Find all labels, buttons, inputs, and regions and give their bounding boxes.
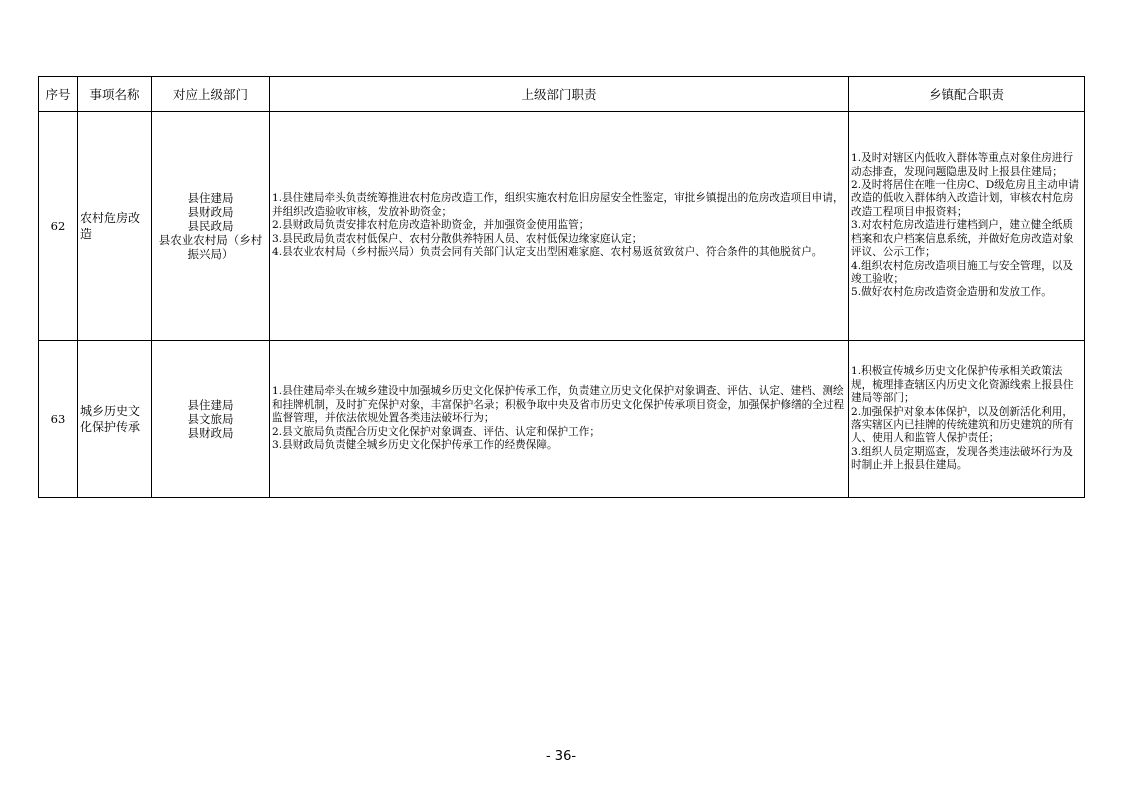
dept-line: 县住建局 [187, 398, 234, 412]
town-duty-line: 1.及时对辖区内低收入群体等重点对象住房进行动态排查，发现问题隐患及时上报县住建局； [851, 152, 1073, 178]
superior-dept-cell [152, 341, 270, 498]
town-duty-line: 4.组织农村危房改造项目施工与安全管理，以及竣工验收； [851, 259, 1073, 285]
dept-line: 县住建局 [187, 191, 234, 205]
header-row [39, 77, 1085, 112]
item-name: 城乡历史文化保护传承 [78, 341, 152, 498]
duty-line: 1.县住建局牵头在城乡建设中加强城乡历史文化保护传承工作，负责建立历史文化保护对象调查、评估、认定、建档、测绘和挂牌机制，及时扩充保护对象，丰富保护名录；积极争取中央及省市历史文化保护传承项目资金，加强保护修缮的全过程监督管理，并依法依规处置各类违法破坏行为； [272, 385, 845, 425]
superior-duties-cell [270, 341, 849, 498]
town-duty-line: 3.对农村危房改造进行建档到户，建立健全纸质档案和农户档案信息系统，并做好危房改造对象评议、公示工作； [851, 219, 1074, 259]
town-duty-line: 2.加强保护对象本体保护，以及创新活化利用，落实辖区内已挂牌的传统建筑和历史建筑的所有人、使用人和监管人保护责任； [851, 405, 1074, 445]
duty-line: 2.县财政局负责安排农村危房改造补助资金，并加强资金使用监管； [272, 219, 590, 232]
town-duty-line: 5.做好农村危房改造资金造册和发放工作。 [851, 286, 1052, 299]
duty-line: 2.县文旅局负责配合历史文化保护对象调查、评估、认定和保护工作； [272, 425, 600, 438]
row-number: 63 [39, 341, 78, 498]
superior-dept-cell [152, 112, 270, 341]
town-duties-cell [849, 112, 1085, 341]
header-item-name: 事项名称 [78, 77, 152, 112]
dept-line: 县文旅局 [187, 412, 234, 426]
dept-line: 县民政局 [187, 219, 234, 233]
town-duty-line: 1.积极宣传城乡历史文化保护传承相关政策法规，梳理排查辖区内历史文化资源线索上报县住建局等部门； [851, 365, 1074, 405]
town-duty-line: 2.及时将居住在唯一住房C、D级危房且主动申请改造的低收入群体纳入改造计划，审核农村危房改造工程项目申报资料； [851, 179, 1079, 218]
item-name: 农村危房改造 [78, 112, 152, 341]
town-duties-cell [849, 341, 1085, 498]
duty-line: 3.县民政局负责农村低保户、农村分散供养特困人员、农村低保边缘家庭认定； [272, 232, 643, 245]
dept-line: 县财政局 [187, 205, 234, 219]
superior-duties-cell [270, 112, 849, 341]
table-row [39, 112, 1085, 341]
table-row [39, 341, 1085, 498]
duty-line: 4.县农业农村局（乡村振兴局）负责会同有关部门认定支出型困难家庭、农村易返贫致贫户、符合条件的其他脱贫户。 [272, 246, 823, 259]
dept-line: 县财政局 [187, 426, 234, 440]
duty-line: 3.县财政局负责健全城乡历史文化保护传承工作的经费保障。 [272, 439, 558, 452]
header-superior-dept: 对应上级部门 [152, 77, 270, 112]
duty-line: 1.县住建局牵头负责统筹推进农村危房改造工作，组织实施农村危旧房屋安全性鉴定，审批乡镇提出的危房改造项目申请，并组织改造验收审核，发放补助资金； [272, 192, 844, 218]
header-superior-duties: 上级部门职责 [270, 77, 849, 112]
header-number: 序号 [39, 77, 78, 112]
page-number: - 36- [545, 749, 577, 764]
dept-line: 县农业农村局（乡村振兴局） [158, 233, 263, 261]
responsibility-table [38, 76, 1085, 498]
row-number: 62 [39, 112, 78, 341]
town-duty-line: 3.组织人员定期巡查，发现各类违法破坏行为及时制止并上报县住建局。 [851, 445, 1073, 472]
header-town-duties: 乡镇配合职责 [849, 77, 1085, 112]
